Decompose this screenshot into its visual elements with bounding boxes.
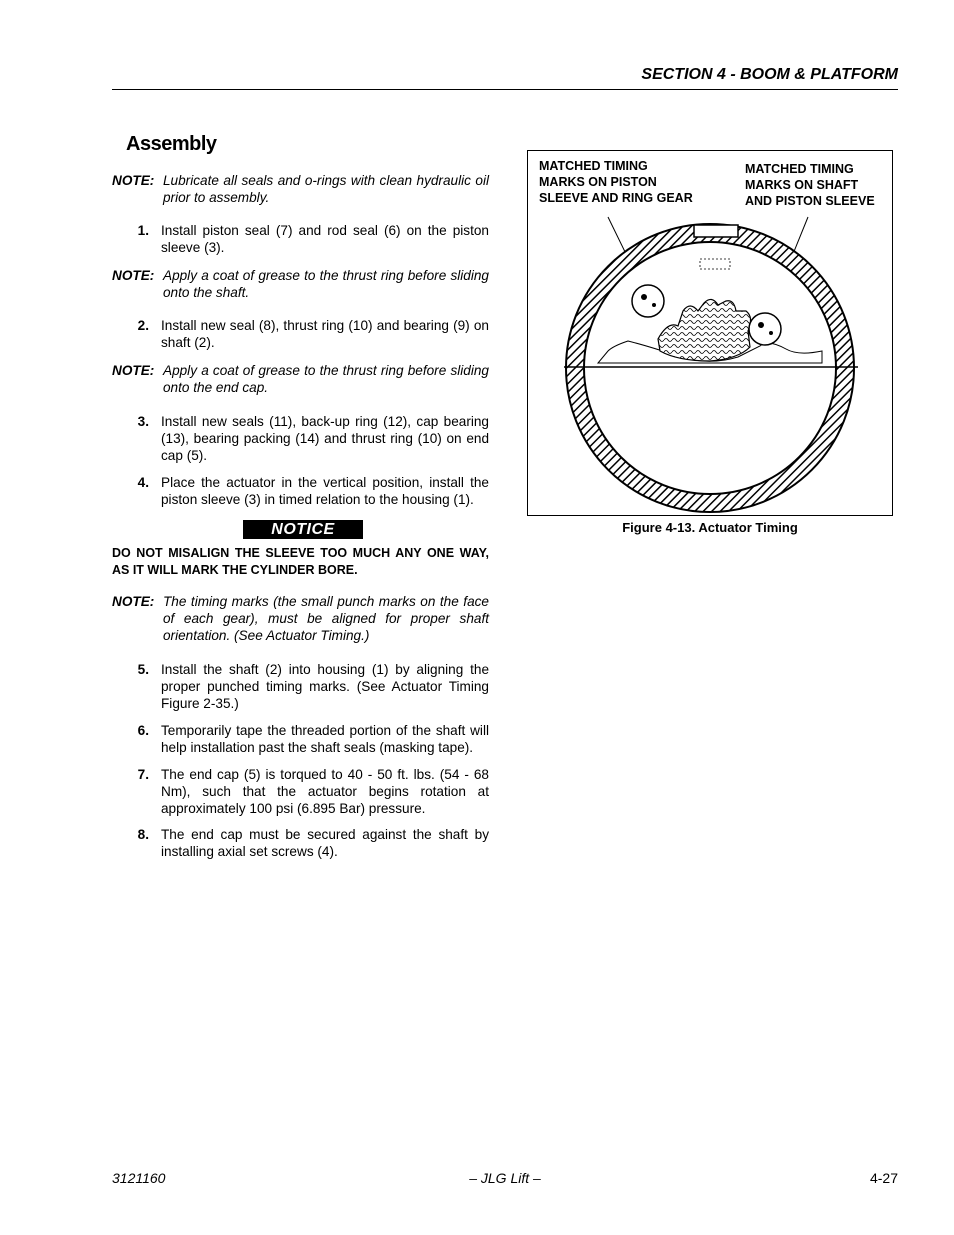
notice-banner [112, 520, 489, 539]
step-item [112, 222, 489, 256]
timing-mark-left [641, 294, 647, 300]
actuator-timing-diagram [528, 151, 892, 515]
note [112, 362, 489, 396]
note [112, 593, 489, 644]
note-label: NOTE: [112, 594, 155, 609]
left-gear [632, 285, 664, 317]
figure-label-left: MATCHED TIMING MARKS ON PISTON SLEEVE AND RING GEAR [539, 159, 693, 205]
note-label: NOTE: [112, 268, 155, 283]
footer-doc-number: 3121160 [112, 1170, 166, 1186]
notice-label: NOTICE [243, 520, 362, 539]
footer-publisher: – JLG Lift – [469, 1170, 541, 1186]
step-text: Install new seal (8), thrust ring (10) and bearing (9) on shaft (2). [161, 318, 489, 350]
note-label: NOTE: [112, 173, 155, 188]
step-number: 5. [137, 662, 149, 677]
note [112, 267, 489, 301]
note-text: Lubricate all seals and o-rings with clean hydraulic oil prior to assembly. [163, 173, 489, 205]
assembly-instructions [112, 172, 489, 860]
step-item [112, 317, 489, 351]
note-text: Apply a coat of grease to the thrust ring before sliding onto the shaft. [163, 268, 489, 300]
step-text: The end cap must be secured against the shaft by installing axial set screws (4). [161, 827, 489, 859]
figure-caption: Figure 4-13. Actuator Timing [622, 520, 798, 535]
figure-label-right: MATCHED TIMING MARKS ON SHAFT AND PISTON SLEEVE [745, 162, 875, 208]
actuator-timing-figure [527, 150, 893, 516]
note-label: NOTE: [112, 363, 155, 378]
step-text: The end cap (5) is torqued to 40 - 50 ft. lbs. (54 - 68 Nm), such that the actuator begins rotation at approximately 100 psi (6.895 Bar) pressure. [161, 767, 489, 816]
step-item [112, 474, 489, 508]
note-text: Apply a coat of grease to the thrust ring before sliding onto the end cap. [163, 363, 489, 395]
timing-mark-right [758, 322, 764, 328]
housing-bore [584, 242, 836, 494]
step-item [112, 766, 489, 817]
step-number: 4. [137, 475, 149, 490]
header-rule [112, 89, 898, 90]
step-number: 2. [137, 318, 149, 333]
right-gear [749, 313, 781, 345]
key-block [694, 225, 738, 237]
step-number: 1. [137, 223, 149, 238]
step-text: Install piston seal (7) and rod seal (6) on the piston sleeve (3). [161, 223, 489, 255]
note [112, 172, 489, 206]
page-heading: Assembly [126, 133, 217, 155]
step-number: 8. [137, 827, 149, 842]
step-text: Temporarily tape the threaded portion of the shaft will help installation past the shaft seals (masking tape). [161, 723, 489, 755]
notice-text: DO NOT MISALIGN THE SLEEVE TOO MUCH ANY ONE WAY, AS IT WILL MARK THE CYLINDER BORE. [112, 546, 489, 577]
step-number: 3. [137, 414, 149, 429]
step-number: 7. [137, 767, 149, 782]
step-text: Place the actuator in the vertical position, install the piston sleeve (3) in timed relation to the housing (1). [161, 475, 489, 507]
step-item [112, 826, 489, 860]
step-item [112, 722, 489, 756]
step-text: Install new seals (11), back-up ring (12), cap bearing (13), bearing packing (14) and thrust ring (10) on end cap (5). [161, 414, 489, 463]
step-item [112, 661, 489, 712]
step-text: Install the shaft (2) into housing (1) by aligning the proper punched timing marks. (See Actuator Timing Figure 2-35.) [161, 662, 489, 711]
step-item [112, 413, 489, 464]
note-text: The timing marks (the small punch marks on the face of each gear), must be aligned for proper shaft orientation. (See Actuator Timing.) [163, 594, 489, 643]
section-header: SECTION 4 - BOOM & PLATFORM [641, 66, 898, 83]
footer-page-number: 4-27 [869, 1170, 898, 1186]
step-number: 6. [137, 723, 149, 738]
